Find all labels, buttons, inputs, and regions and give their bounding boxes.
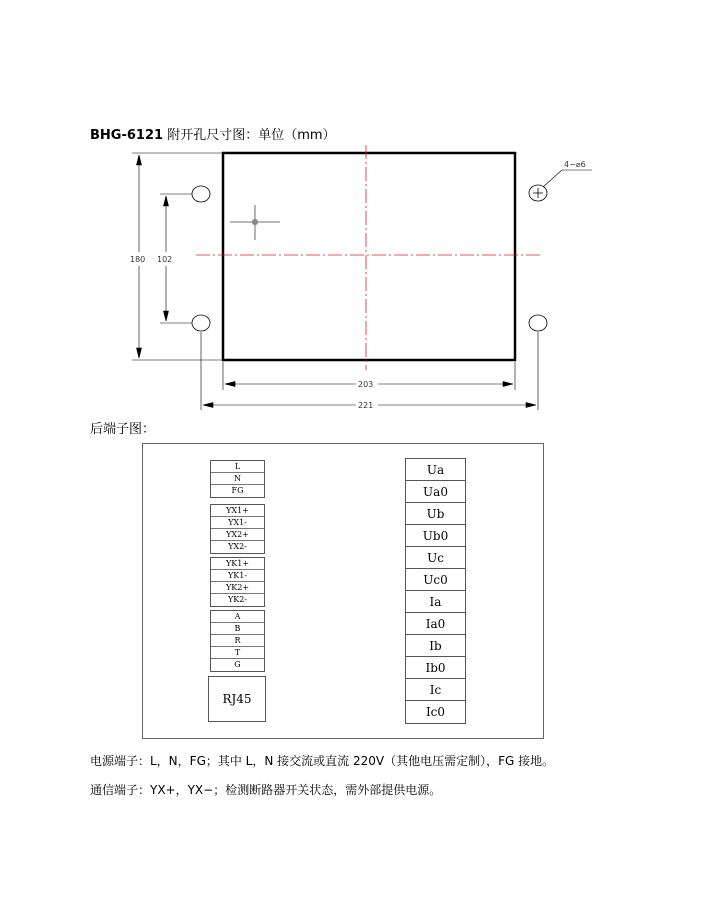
power-terminal-note: 电源端子：L，N，FG；其中 L，N 接交流或直流 220V（其他电压需定制），FG 接地。	[90, 754, 555, 768]
terminal-label: Ic0	[425, 705, 446, 719]
model-number: BHG-6121	[90, 128, 164, 143]
terminal-label: Uc0	[406, 569, 465, 591]
terminal-label: YK1-	[211, 570, 264, 582]
terminal-label: YX2+	[211, 529, 264, 541]
dim-width-inner-label: 203	[358, 380, 374, 389]
terminal-label: T	[211, 647, 264, 659]
hole-leader	[543, 170, 592, 187]
terminal-label: Ia	[406, 591, 465, 613]
yk-terminal-group	[210, 557, 265, 607]
terminal-label: N	[211, 473, 264, 485]
dim-width-outer-label: 221	[358, 401, 374, 410]
terminal-frame	[142, 443, 544, 739]
terminal-label: L	[211, 461, 264, 473]
terminal-label: YX1-	[211, 517, 264, 529]
terminal-label: YK2-	[227, 595, 248, 604]
measurement-terminal-strip	[405, 458, 466, 724]
terminal-label: Ub0	[406, 525, 465, 547]
terminal-label: Ib0	[406, 657, 465, 679]
mounting-hole-br	[529, 315, 547, 331]
terminal-label: YX2-	[228, 542, 247, 551]
terminal-label: Ia0	[406, 613, 465, 635]
dim-height-inner-label: 102	[157, 255, 173, 264]
terminal-label: Uc	[406, 547, 465, 569]
terminal-label: YK1+	[211, 558, 264, 570]
title-text: 附开孔尺寸图：单位（mm）	[167, 128, 336, 143]
terminal-label: A	[211, 611, 264, 623]
terminal-label: R	[211, 635, 264, 647]
terminal-label: B	[211, 623, 264, 635]
terminal-label: G	[234, 660, 241, 669]
crosshair-mark	[230, 205, 280, 240]
dim-width-outer	[201, 332, 538, 410]
comm-terminal-group	[210, 610, 265, 672]
rj45-port: RJ45	[208, 676, 266, 722]
mounting-hole-tl	[192, 186, 210, 202]
terminal-label: YK2+	[211, 582, 264, 594]
terminal-label: Ua	[406, 459, 465, 481]
terminal-label: Ic	[406, 679, 465, 701]
hole-dimension-label: 4−⌀6	[564, 160, 586, 169]
terminal-label: Ub	[406, 503, 465, 525]
dim-height-outer	[132, 153, 222, 360]
terminal-label: Ua0	[406, 481, 465, 503]
yx-terminal-group	[210, 504, 265, 554]
terminals-heading: 后端子图：	[90, 422, 156, 437]
terminal-label: YX1+	[211, 505, 264, 517]
terminal-label: Ib	[406, 635, 465, 657]
cutout-drawing	[0, 0, 720, 420]
mounting-hole-tr	[529, 185, 547, 201]
dim-height-outer-label: 180	[130, 255, 146, 264]
mounting-hole-bl	[192, 315, 210, 331]
terminal-label: FG	[231, 486, 244, 495]
panel-outline	[223, 153, 515, 360]
comm-terminal-note: 通信端子：YX+，YX−；检测断路器开关状态，需外部提供电源。	[90, 783, 442, 797]
power-terminal-group	[210, 460, 265, 498]
